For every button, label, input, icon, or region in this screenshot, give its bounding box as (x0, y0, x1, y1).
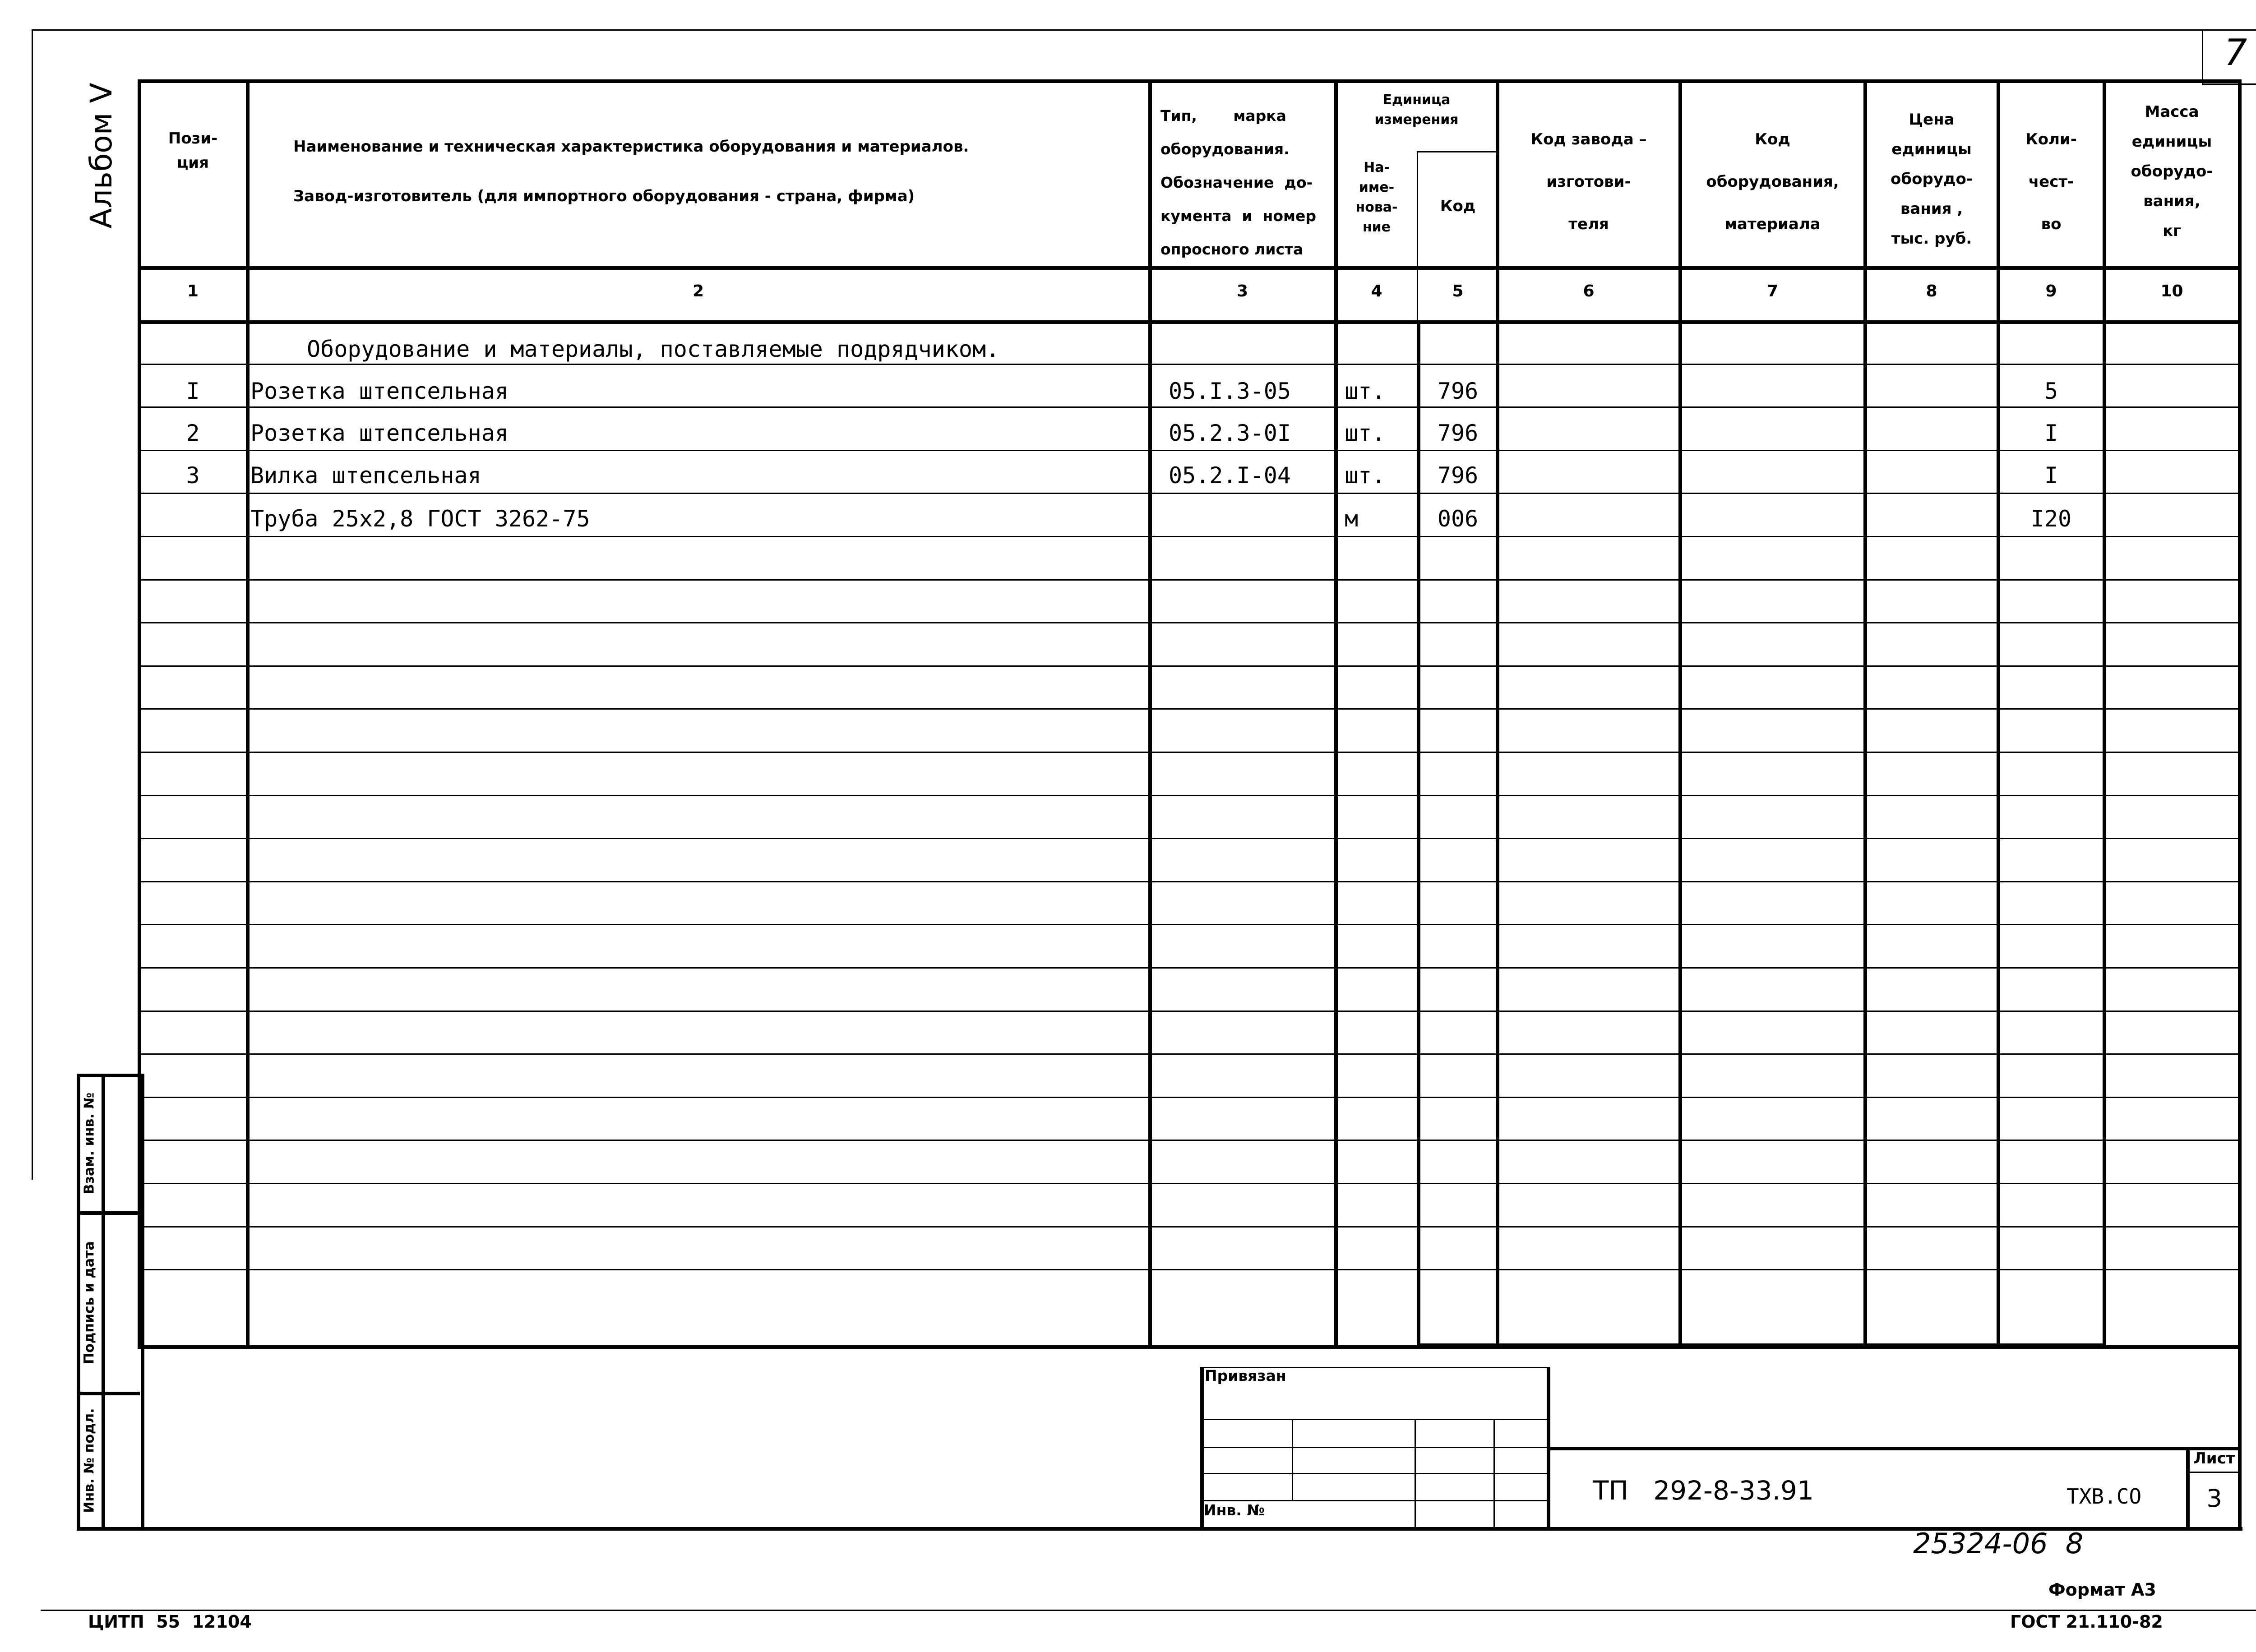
table-row-code: 796 (1437, 378, 1479, 404)
gost-label: ГОСТ 21.110-82 (2010, 1612, 2163, 1632)
table-row-pos: 2 (186, 420, 200, 446)
header-unit-price: Цена единицы оборудо- вания , тыс. руб. (1891, 111, 1973, 248)
table-row-pos: I (186, 378, 200, 404)
table-row-code: 006 (1437, 506, 1479, 532)
table-row-name: Розетка штепсельная (250, 378, 509, 404)
table-row-doc: 05.I.3-05 (1169, 378, 1291, 404)
row-divider (138, 838, 2240, 839)
header-factory-code: Код завода – изготови- теля (1530, 130, 1647, 233)
row-divider (138, 1097, 2240, 1098)
stamp-vzam-inv: Взам. инв. № (81, 1092, 97, 1195)
row-divider (138, 579, 2240, 581)
stamp-inv-podl: Инв. № подл. (81, 1408, 97, 1513)
col-number: 6 (1583, 282, 1595, 300)
header-unit-name: На- име- нова- ние (1355, 160, 1398, 235)
header-type-mark: Тип, марка оборудования. Обозначение до- кумента и номер опросного листа (1160, 107, 1316, 258)
row-divider (138, 665, 2240, 667)
table-row-pos: 3 (186, 462, 200, 489)
table-row-unit: м (1345, 506, 1359, 532)
document-designation: ТП 292-8-33.91 (1593, 1475, 1814, 1506)
row-divider (138, 1269, 2240, 1270)
table-row-qty: 5 (2044, 378, 2058, 404)
stamp-podpis-data: Подпись и дата (81, 1241, 97, 1364)
table-row-doc: 05.2.I-04 (1169, 462, 1291, 489)
col-number: 10 (2160, 282, 2183, 300)
format-label: Формат А3 (2048, 1580, 2156, 1600)
table-row-unit: шт. (1345, 420, 1386, 446)
row-divider (138, 622, 2240, 623)
list-number: 3 (2206, 1484, 2222, 1513)
row-divider (138, 1053, 2240, 1055)
album-label: Альбом V (84, 83, 119, 229)
table-row-name: Труба 25х2,8 ГОСТ 3262-75 (250, 506, 590, 532)
row-divider (138, 708, 2240, 710)
privyazan-label: Привязан (1205, 1367, 1286, 1384)
row-divider (138, 881, 2240, 882)
table-row-qty: I (2044, 462, 2058, 489)
table-row-name: Розетка штепсельная (250, 420, 509, 446)
section-title: Оборудование и материалы, поставляемые подрядчиком. (307, 336, 1000, 362)
row-divider (138, 752, 2240, 753)
row-divider (138, 1140, 2240, 1141)
table-row-unit: шт. (1345, 378, 1386, 404)
table-row-code: 796 (1437, 420, 1479, 446)
row-divider (138, 967, 2240, 969)
table-row-name: Вилка штепсельная (250, 462, 481, 489)
header-name: Наименование и техническая характеристика оборудования и материалов. Завод-изготовитель (для импортного оборудования - страна, фирма) (293, 138, 969, 205)
table-row-unit: шт. (1345, 462, 1386, 489)
col-number: 2 (692, 282, 704, 300)
header-equipment-code: Код оборудования, материала (1706, 130, 1839, 233)
col-number: 5 (1452, 282, 1464, 300)
header-unit-code: Код (1440, 197, 1476, 215)
col-number: 8 (1926, 282, 1937, 300)
row-divider (138, 1183, 2240, 1184)
table-row-qty: I20 (2030, 506, 2072, 532)
header-position: Пози- ция (168, 129, 218, 172)
col-number: 4 (1371, 282, 1382, 300)
row-divider (138, 795, 2240, 796)
inv-no-label: Инв. № (1204, 1501, 1265, 1519)
printer-label: ЦИТП 55 12104 (88, 1612, 252, 1632)
header-quantity: Коли- чест- во (2025, 130, 2077, 233)
row-divider (138, 1226, 2240, 1227)
table-row-doc: 05.2.3-0I (1169, 420, 1291, 446)
sheet-corner-number: 7 (2224, 32, 2247, 74)
col-number: 1 (187, 282, 199, 300)
col-number: 3 (1236, 282, 1248, 300)
col-number: 7 (1766, 282, 1779, 300)
table-row-qty: I (2044, 420, 2058, 446)
list-label: Лист (2193, 1449, 2235, 1467)
corner-box-bottom (2202, 83, 2256, 85)
table-row-code: 796 (1437, 462, 1479, 489)
row-divider (138, 924, 2240, 925)
header-unit-group: Единица измерения (1374, 92, 1459, 128)
header-unit-mass: Масса единицы оборудо- вания, кг (2131, 103, 2213, 240)
col-number: 9 (2045, 282, 2057, 300)
corner-box-left (2202, 29, 2203, 83)
handwritten-number: 25324-06 8 (1913, 1527, 2084, 1560)
section-code: ТХВ.СО (2066, 1484, 2142, 1509)
row-divider (138, 1011, 2240, 1012)
